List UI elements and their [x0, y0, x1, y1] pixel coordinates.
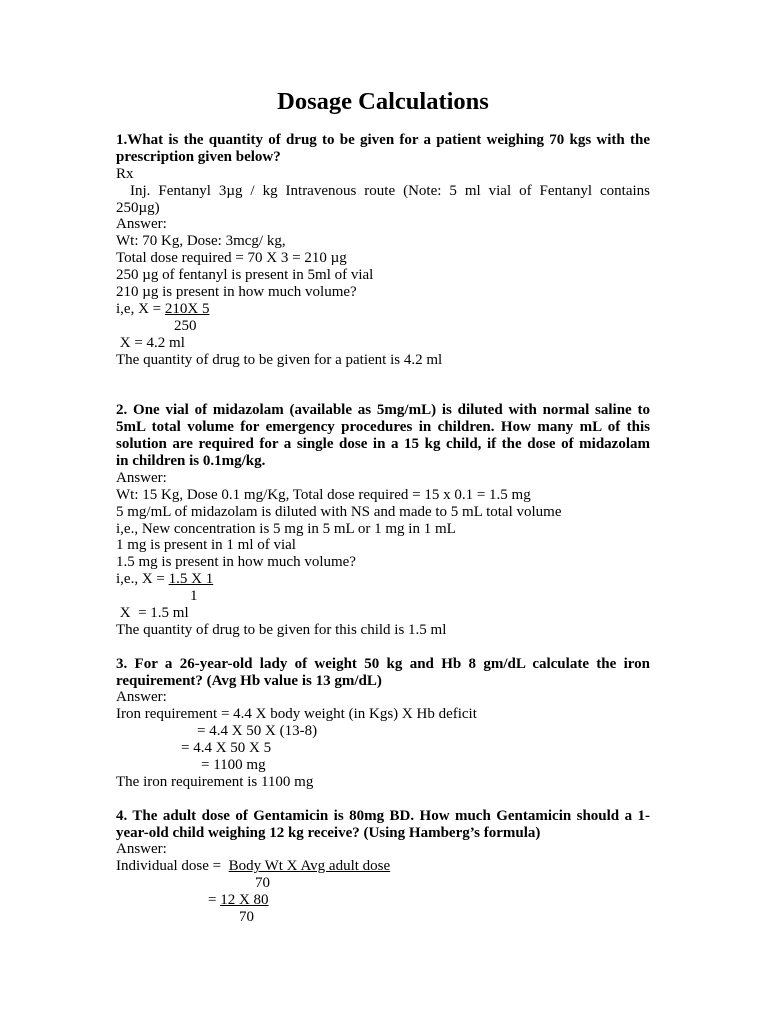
answer-line: Wt: 15 Kg, Dose 0.1 mg/Kg, Total dose required = 15 x 0.1 = 1.5 mg [116, 486, 531, 503]
fraction-prefix: i,e, X = [116, 300, 165, 317]
question-1-text-line-2: prescription given below? [116, 148, 281, 165]
answer-line: Total dose required = 70 X 3 = 210 µg [116, 250, 347, 267]
question-2-text-line-2: 5mL total volume for emergency procedures in children. How many mL of this [116, 419, 650, 436]
question-3-text-line-1: 3. For a 26-year-old lady of weight 50 kg and Hb 8 gm/dL calculate the iron [116, 655, 650, 672]
fraction-denominator: 250 [174, 317, 197, 334]
question-4 [116, 808, 650, 926]
answer-label: Answer: [116, 469, 167, 486]
fraction-numerator: 12 X 80 [220, 892, 269, 909]
question-2-text-line-4: in children is 0.1mg/kg. [116, 452, 266, 469]
fraction-numerator: 1.5 X 1 [168, 571, 214, 588]
calculation-step [116, 892, 650, 909]
fraction-denominator: 70 [239, 908, 254, 925]
answer-line: 1.5 mg is present in how much volume? [116, 554, 356, 571]
calculation-step: = 4.4 X 50 X (13-8) [197, 723, 318, 740]
spacer [116, 368, 650, 402]
fraction-prefix: i,e., X = [116, 571, 169, 588]
answer-label: Answer: [116, 841, 167, 858]
rx-line: Inj. Fentanyl 3µg / kg Intravenous route (Note: 5 ml vial of Fentanyl contains [130, 182, 650, 199]
fraction-numerator: Body Wt X Avg adult dose [228, 858, 391, 875]
fraction-denominator: 1 [190, 588, 198, 605]
conclusion-line: The quantity of drug to be given for a patient is 4.2 ml [116, 351, 443, 368]
spacer [116, 791, 650, 808]
question-3 [116, 656, 650, 791]
answer-line: 210 µg is present in how much volume? [116, 284, 357, 301]
answer-line: 5 mg/mL of midazolam is diluted with NS and made to 5 mL total volume [116, 503, 562, 520]
answer-line: 250 µg of fentanyl is present in 5ml of vial [116, 267, 374, 284]
result-line: X = 1.5 ml [116, 604, 189, 621]
page-title: Dosage Calculations [277, 88, 489, 115]
answer-line: i,e., New concentration is 5 mg in 5 mL or 1 mg in 1 mL [116, 520, 456, 537]
fraction-numerator: 210X 5 [164, 300, 210, 317]
rx-line-continued: 250µg) [116, 199, 160, 216]
fraction-line [116, 301, 650, 318]
step-prefix: = [208, 892, 221, 909]
calculation-step: = 4.4 X 50 X 5 [181, 740, 272, 757]
question-2-text-line-3: solution are required for a single dose in a 15 kg child, if the dose of midazolam [116, 436, 650, 453]
answer-label: Answer: [116, 689, 167, 706]
calculation-step: = 1100 mg [201, 756, 266, 773]
question-4-text-line-1: 4. The adult dose of Gentamicin is 80mg BD. How much Gentamicin should a 1- [116, 807, 650, 824]
question-3-text-line-2: requirement? (Avg Hb value is 13 gm/dL) [116, 672, 382, 689]
conclusion-line: The iron requirement is 1100 mg [116, 773, 314, 790]
answer-label: Answer: [116, 216, 167, 233]
dose-prefix: Individual dose = [116, 858, 229, 875]
formula-line: Iron requirement = 4.4 X body weight (in Kgs) X Hb deficit [116, 706, 477, 723]
question-1-text-line-1: 1.What is the quantity of drug to be given for a patient weighing 70 kgs with the [116, 132, 650, 148]
question-1 [116, 132, 650, 368]
answer-line: Wt: 70 Kg, Dose: 3mcg/ kg, [116, 233, 286, 250]
result-line: X = 4.2 ml [116, 334, 185, 351]
question-4-text-line-2: year-old child weighing 12 kg receive? (Using Hamberg’s formula) [116, 824, 541, 841]
formula-line [116, 858, 650, 875]
fraction-denominator: 70 [255, 875, 270, 892]
answer-line: 1 mg is present in 1 ml of vial [116, 537, 296, 554]
question-2-text-line-1: 2. One vial of midazolam (available as 5mg/mL) is diluted with normal saline to [116, 402, 650, 419]
document-body [116, 132, 650, 926]
question-2 [116, 402, 650, 638]
spacer [116, 639, 650, 656]
fraction-line [116, 571, 650, 588]
conclusion-line: The quantity of drug to be given for this child is 1.5 ml [116, 621, 447, 638]
rx-label: Rx [116, 165, 134, 182]
